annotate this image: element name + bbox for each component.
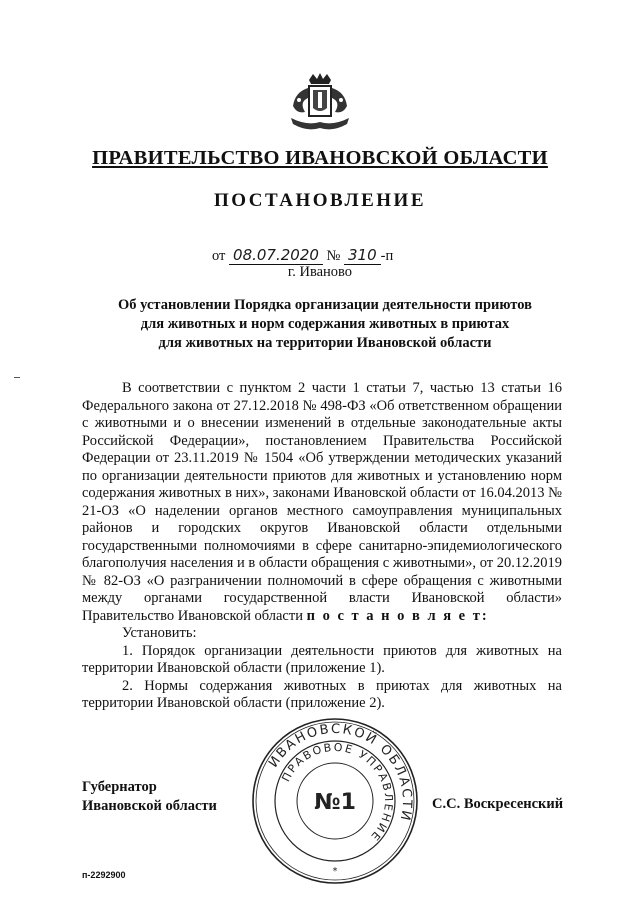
item-2: 2. Нормы содержания животных в приютах для животных на территории Ивановской области (приложение 2). xyxy=(82,677,562,711)
city: г. Иваново xyxy=(287,264,353,280)
position-line-2: Ивановской области xyxy=(82,798,217,814)
stamp-inner-text: ПРАВОВОЕ УПРАВЛЕНИЕ xyxy=(279,740,396,845)
signatory-name: С.С. Воскресенский xyxy=(432,796,564,812)
position-line-1: Губернатор xyxy=(82,779,157,795)
title-line-3: для животных на территории Ивановской области xyxy=(158,335,492,351)
date-number-line xyxy=(212,246,393,265)
document-date: 08.07.2020 xyxy=(229,246,323,265)
document-title xyxy=(60,296,590,353)
document-type-heading: ПОСТАНОВЛЕНИЕ xyxy=(213,190,427,211)
title-line-1: Об установлении Порядка организации деятельности приютов xyxy=(118,297,532,313)
date-prefix: от xyxy=(212,248,226,264)
document-body xyxy=(82,380,562,713)
margin-mark xyxy=(14,377,20,378)
official-stamp xyxy=(250,716,420,886)
item-1: 1. Порядок организации деятельности приютов для животных на территории Ивановской области (приложение 1). xyxy=(82,642,562,676)
document-code: п-2292900 xyxy=(82,870,126,880)
stamp-label: №1 xyxy=(314,790,356,815)
establish-line: Установить: xyxy=(122,625,197,641)
coat-of-arms-emblem xyxy=(287,72,353,138)
preamble-text: В соответствии с пунктом 2 части 1 статьи 7, частью 13 статьи 16 Федерального закона от 27.12.2018 № 498-ФЗ «Об ответственном обращении с животными и о внесении изменений в отдельные законодательные акты Российской Федерации», постановлением Правительства Российской Федерации от 23.11.2019 № 1504 «Об утверждении методических указаний по организации деятельности приютов для животных и установлению норм содержания животных в них», законами Ивановской области от 16.04.2013 № 21-ОЗ «О наделении органов местного самоуправления муниципальных районов и городских округов Ивановской области отдельными государственными полномочиями в сфере санитарно-эпидемиологического благополучия населения и в области обращения с животными», от 20.12.2019 № 82-ОЗ «О разграничении полномочий в сфере обращения с животными между органами государственной власти Ивановской области» Правительство Ивановской области xyxy=(82,380,562,624)
signatory-position xyxy=(82,778,217,816)
organization-heading: ПРАВИТЕЛЬСТВО ИВАНОВСКОЙ ОБЛАСТИ xyxy=(92,147,548,169)
stamp-star-icon: * xyxy=(332,866,338,877)
decree-word: п о с т а н о в л я е т: xyxy=(306,607,489,624)
stamp-outer-text: ИВАНОВСКОЙ ОБЛАСТИ xyxy=(266,721,415,824)
number-suffix: -п xyxy=(380,248,394,264)
document-number: 310 xyxy=(344,246,381,265)
number-label: № xyxy=(326,248,341,264)
preamble-paragraph xyxy=(82,380,562,625)
title-line-2: для животных и норм содержания животных в приютах xyxy=(140,316,510,332)
